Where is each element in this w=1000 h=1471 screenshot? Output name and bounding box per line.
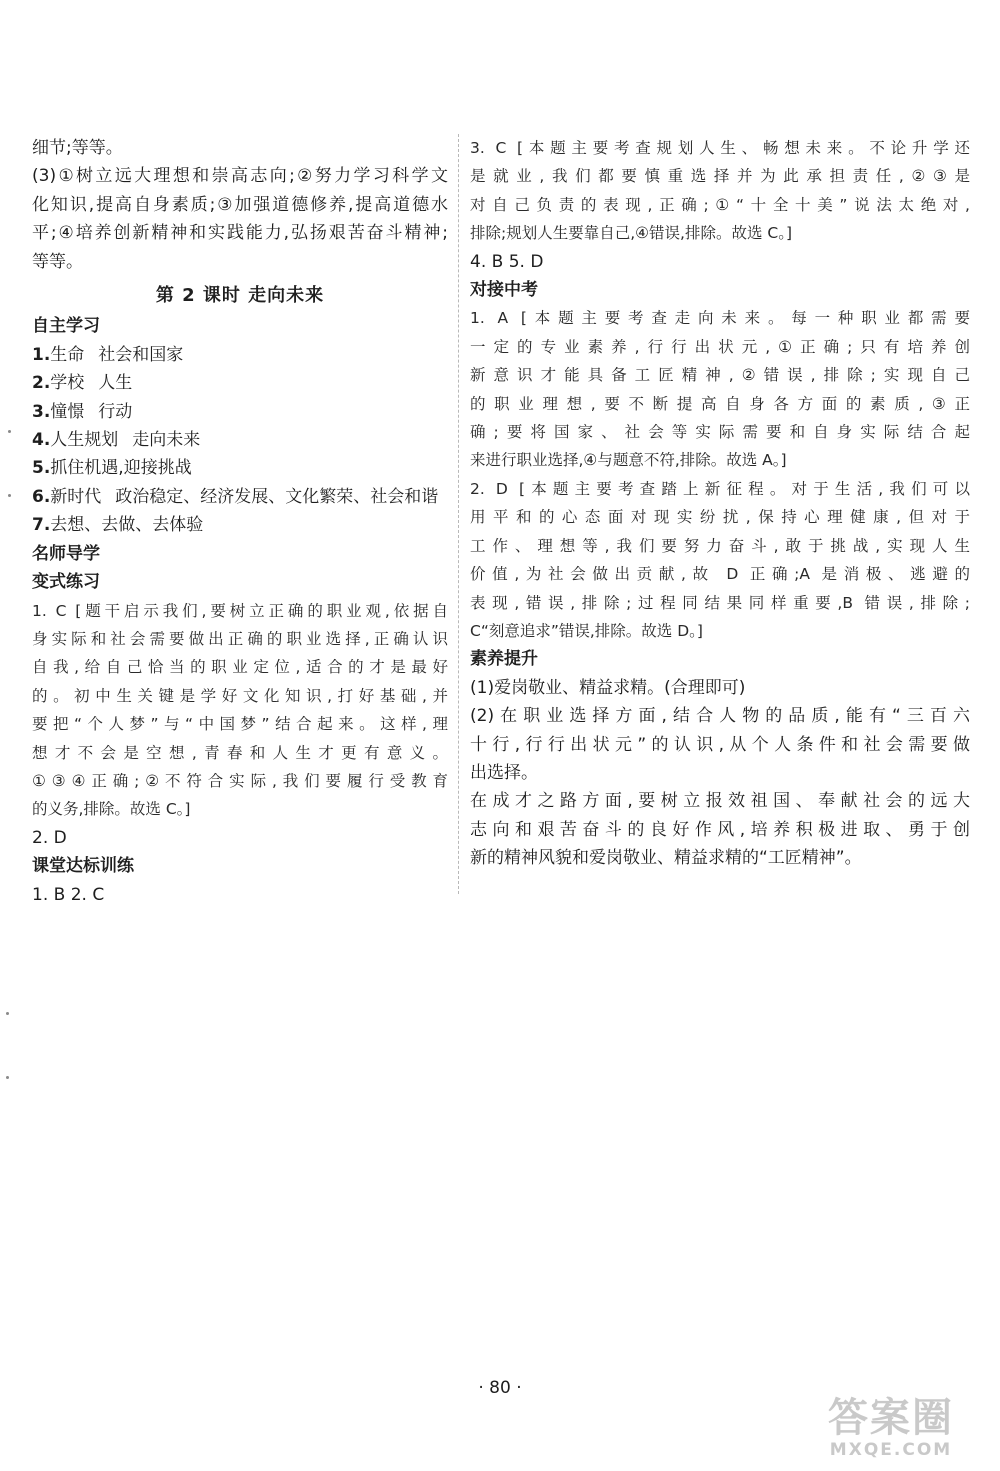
scan-speck bbox=[8, 430, 11, 433]
q4-q5-answers: 4. B 5. D bbox=[470, 251, 544, 272]
text-line: (2)在职业选择方面,结合人物的品质,能有“三百六 bbox=[470, 706, 970, 727]
variant-q2-answer: 2. D bbox=[32, 827, 67, 848]
text-line: 的义务,排除。故选 C。] bbox=[32, 800, 191, 819]
list-item: 2.学校 人生 bbox=[32, 373, 133, 394]
text-line: 价值,为社会做出贡献,故 D 正确;A 是消极、逃避的 bbox=[470, 565, 970, 584]
scan-speck bbox=[6, 1076, 9, 1079]
section-heading-self-study: 自主学习 bbox=[32, 316, 100, 337]
text-line: 表现,错误,排除;过程同结果同样重要,B 错误,排除; bbox=[470, 593, 970, 612]
text-line: 对自己负责的表现,正确;①“十全十美”说法太绝对, bbox=[470, 195, 970, 214]
text-line: 细节;等等。 bbox=[32, 138, 123, 158]
variant-q1-explanation bbox=[32, 597, 448, 824]
literacy-p1: (1)爱岗敬业、精益求精。(合理即可) bbox=[470, 677, 746, 698]
list-item: 6.新时代 政治稳定、经济发展、文化繁荣、社会和谐 bbox=[32, 486, 439, 507]
list-item: 7.去想、去做、去体验 bbox=[32, 515, 204, 536]
text-line: 1. C [题干启示我们,要树立正确的职业观,依据自 bbox=[32, 601, 448, 620]
text-line: 化知识,提高自身素质;③加强道德修养,提高道德水 bbox=[32, 194, 448, 215]
text-line: (3)①树立远大理想和崇高志向;②努力学习科学文 bbox=[32, 166, 448, 187]
text-line: 出选择。 bbox=[470, 762, 538, 783]
text-line: 新意识才能具备工匠精神,②错误,排除;实现自己 bbox=[470, 366, 970, 385]
text-line: 志向和艰苦奋斗的良好作风,培养积极进取、勇于创 bbox=[470, 819, 970, 840]
right-column bbox=[470, 134, 970, 873]
text-line: 用平和的心态面对现实纷扰,保持心理健康,但对于 bbox=[470, 508, 970, 527]
text-line: ①③④正确;②不符合实际,我们要履行受教育 bbox=[32, 771, 448, 790]
column-divider bbox=[458, 134, 459, 894]
class-training-answers: 1. B 2. C bbox=[32, 884, 105, 905]
text-line: 身实际和社会需要做出正确的职业选择,正确认识 bbox=[32, 629, 448, 648]
literacy-p3 bbox=[470, 787, 970, 872]
section-heading-class-training: 课堂达标训练 bbox=[32, 856, 134, 877]
text-line: 等等。 bbox=[32, 251, 83, 272]
text-line: 一定的专业素养,行行出状元,①正确;只有培养创 bbox=[470, 337, 970, 356]
text-line: 来进行职业选择,④与题意不符,排除。故选 A。] bbox=[470, 451, 787, 470]
exam-q1-explanation bbox=[470, 304, 970, 474]
text-line: 3. C [本题主要考查规划人生、畅想未来。不论升学还 bbox=[470, 139, 970, 157]
list-item: 4.人生规划 走向未来 bbox=[32, 430, 201, 451]
watermark-url: MXQE.COM bbox=[829, 1440, 953, 1460]
text-line: 的职业理想,要不断提高自身各方面的素质,③正 bbox=[470, 394, 970, 413]
section-heading-exam: 对接中考 bbox=[470, 280, 538, 301]
intro-answer-block bbox=[32, 134, 448, 276]
text-line: 想才不会是空想,青春和人生才更有意义。 bbox=[32, 743, 448, 762]
watermark-logo-text: 答案圈 bbox=[828, 1394, 954, 1441]
text-line: 要把“个人梦”与“中国梦”结合起来。这样,理 bbox=[32, 715, 448, 734]
subheading-variant-practice: 变式练习 bbox=[32, 572, 100, 593]
lesson-title: 第 2 课时 走向未来 bbox=[155, 285, 325, 307]
section-heading-literacy: 素养提升 bbox=[470, 649, 538, 670]
text-line: 平;④培养创新精神和实践能力,弘扬艰苦奋斗精神; bbox=[32, 223, 448, 244]
scan-speck bbox=[8, 494, 11, 497]
text-line: 确;要将国家、社会等实际需要和自身实际结合起 bbox=[470, 423, 970, 442]
text-line: C“刻意追求”错误,排除。故选 D。] bbox=[470, 621, 703, 640]
page-number: · 80 · bbox=[478, 1378, 522, 1398]
left-column bbox=[32, 134, 448, 909]
text-line: 工作、理想等,我们要努力奋斗,敢于挑战,实现人生 bbox=[470, 536, 970, 555]
q3-explanation bbox=[470, 134, 970, 248]
text-line: 十行,行行出状元”的认识,从个人条件和社会需要做 bbox=[470, 734, 970, 755]
text-line: 排除;规划人生要靠自己,④错误,排除。故选 C。] bbox=[470, 224, 793, 243]
list-item: 3.憧憬 行动 bbox=[32, 401, 133, 422]
watermark-logo bbox=[796, 1396, 986, 1466]
text-line: 新的精神风貌和爱岗敬业、精益求精的“工匠精神”。 bbox=[470, 848, 862, 869]
list-item: 5.抓住机遇,迎接挑战 bbox=[32, 458, 192, 479]
text-line: 自我,给自己恰当的职业定位,适合的才是最好 bbox=[32, 658, 448, 677]
text-line: 的。初中生关键是学好文化知识,打好基础,并 bbox=[32, 686, 448, 705]
exam-q2-explanation bbox=[470, 475, 970, 645]
scan-speck bbox=[6, 1012, 9, 1015]
text-line: 1. A [本题主要考查走向未来。每一种职业都需要 bbox=[470, 309, 970, 328]
section-heading-teacher-guide: 名师导学 bbox=[32, 543, 100, 564]
text-line: 在成才之路方面,要树立报效祖国、奉献社会的远大 bbox=[470, 791, 970, 812]
text-line: 是就业,我们都要慎重选择并为此承担责任,②③是 bbox=[470, 167, 970, 186]
text-line: 2. D [本题主要考查踏上新征程。对于生活,我们可以 bbox=[470, 479, 970, 498]
self-study-list bbox=[32, 341, 448, 540]
literacy-p2 bbox=[470, 702, 970, 787]
list-item: 1.生命 社会和国家 bbox=[32, 344, 184, 365]
